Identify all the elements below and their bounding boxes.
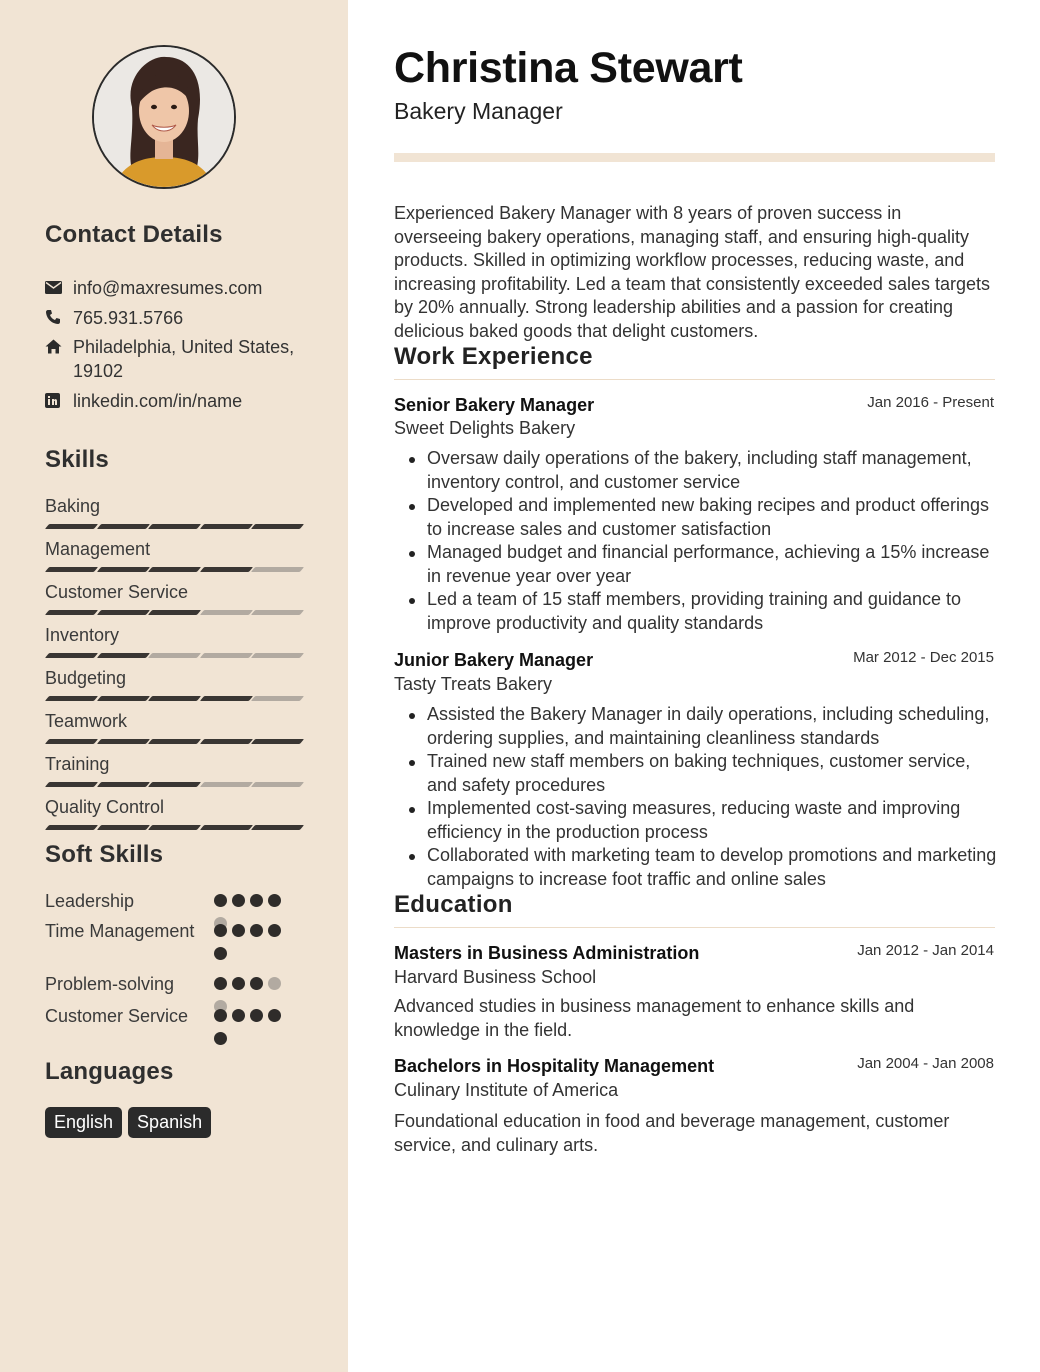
job-bullets (406, 703, 998, 891)
skill-label: Inventory (45, 625, 120, 645)
skill-bar-filled (251, 739, 304, 744)
skill-bar-empty (251, 653, 304, 658)
soft-skill-item (45, 920, 285, 943)
job-title: Junior Bakery Manager (394, 650, 594, 670)
level-dot-filled (250, 977, 263, 990)
skill-level-bars (45, 739, 303, 745)
skill-bar-filled (200, 524, 253, 529)
degree-title: Masters in Business Administration (394, 943, 700, 963)
level-dot-filled (214, 977, 227, 990)
skill-level-bars (45, 782, 303, 788)
email-text: info@maxresumes.com (73, 278, 263, 298)
level-dot-filled (268, 1009, 281, 1022)
skill-bar-filled (200, 739, 253, 744)
level-dot-filled (232, 894, 245, 907)
work-heading: Work Experience (394, 343, 593, 370)
language-pill: English (45, 1107, 122, 1138)
skill-item (45, 538, 303, 560)
level-dot-empty (268, 977, 281, 990)
skill-bar-filled (200, 825, 253, 830)
skill-bar-filled (148, 524, 201, 529)
envelope-icon (45, 276, 73, 298)
skill-bar-filled (97, 524, 150, 529)
contact-heading: Contact Details (45, 221, 223, 248)
candidate-title: Bakery Manager (394, 98, 563, 124)
skill-bar-filled (97, 610, 150, 615)
skill-item (45, 581, 303, 603)
skill-level-bars (45, 567, 303, 573)
skill-bar-filled (45, 610, 98, 615)
degree-description: Foundational education in food and beverage management, customer service, and culinary arts. (394, 1111, 950, 1155)
languages-heading: Languages (45, 1058, 174, 1085)
soft-skill-item (45, 890, 285, 913)
education-heading: Education (394, 891, 513, 918)
skill-bar-filled (200, 567, 253, 572)
skill-bar-filled (97, 696, 150, 701)
phone-text: 765.931.5766 (73, 308, 184, 328)
degree-dates: Jan 2012 - Jan 2014 (857, 942, 994, 959)
level-dot-filled (250, 894, 263, 907)
list-item: Developed and implemented new baking recipes and product offerings to increase sales and customer satisfaction (406, 494, 998, 541)
job-dates: Mar 2012 - Dec 2015 (853, 649, 994, 666)
skill-bar-empty (200, 782, 253, 787)
list-item: Led a team of 15 staff members, providing training and guidance to improve productivity and quality standards (406, 588, 998, 635)
education-divider (394, 927, 995, 928)
skill-bar-filled (148, 610, 201, 615)
skill-bar-filled (148, 567, 201, 572)
skill-item (45, 710, 303, 732)
skill-label: Quality Control (45, 797, 165, 817)
skill-label: Budgeting (45, 668, 127, 688)
level-dot-filled (232, 1009, 245, 1022)
skill-bar-filled (148, 696, 201, 701)
level-dot-filled (214, 947, 227, 960)
language-pill: Spanish (128, 1107, 211, 1138)
list-item: Implemented cost-saving measures, reducing waste and improving efficiency in the production process (406, 797, 998, 844)
soft-skill-level-dots (215, 1005, 295, 1065)
profile-summary: Experienced Bakery Manager with 8 years of proven success in overseeing bakery operations, managing staff, and ensuring high-quality products. Skilled in optimizing workflow processes, reducing waste, and increasing profitability. Led a team that consistently exceeded sales targets by 20% annually. Strong leadership abilities and a passion for creating delicious baked goods that delight customers. (394, 203, 990, 341)
skill-bar-filled (45, 696, 98, 701)
header-divider (394, 153, 995, 162)
skill-bar-empty (251, 567, 304, 572)
contact-address (45, 335, 305, 383)
level-dot-filled (214, 894, 227, 907)
skill-bar-filled (45, 524, 98, 529)
skill-bar-filled (45, 782, 98, 787)
contact-email[interactable] (45, 276, 305, 300)
skill-label: Baking (45, 496, 101, 516)
contact-phone[interactable] (45, 306, 305, 330)
school-name: Harvard Business School (394, 967, 597, 987)
degree-title: Bachelors in Hospitality Management (394, 1056, 715, 1076)
skill-label: Training (45, 754, 110, 774)
skill-item (45, 796, 303, 818)
list-item: Assisted the Bakery Manager in daily operations, including scheduling, ordering supplies, and maintaining cleanliness standards (406, 703, 998, 750)
skill-item (45, 667, 303, 689)
skill-bar-empty (251, 696, 304, 701)
candidate-name: Christina Stewart (394, 44, 743, 92)
list-item: Managed budget and financial performance, achieving a 15% increase in revenue year over year (406, 541, 998, 588)
job-company: Sweet Delights Bakery (394, 418, 576, 438)
soft-skill-item (45, 1005, 285, 1028)
linkedin-icon (45, 389, 73, 411)
level-dot-filled (250, 924, 263, 937)
skill-bar-empty (251, 782, 304, 787)
address-text: Philadelphia, United States, 19102 (73, 337, 295, 381)
skill-item (45, 495, 303, 517)
soft-skill-label: Time Management (45, 921, 195, 941)
languages-list (45, 1107, 211, 1138)
skill-bar-filled (148, 782, 201, 787)
skill-label: Teamwork (45, 711, 128, 731)
skill-bar-filled (45, 739, 98, 744)
skill-bar-filled (45, 567, 98, 572)
skill-bar-filled (200, 696, 253, 701)
soft-skill-label: Leadership (45, 891, 135, 911)
skill-bar-empty (200, 610, 253, 615)
level-dot-filled (232, 924, 245, 937)
skill-bar-empty (148, 653, 201, 658)
avatar (92, 45, 236, 189)
home-icon (45, 335, 73, 357)
level-dot-filled (250, 1009, 263, 1022)
skill-label: Management (45, 539, 151, 559)
skill-level-bars (45, 825, 303, 831)
skill-bar-filled (97, 653, 150, 658)
level-dot-filled (232, 977, 245, 990)
list-item: Oversaw daily operations of the bakery, including staff management, inventory control, and customer service (406, 447, 998, 494)
list-item: Trained new staff members on baking techniques, customer service, and safety procedures (406, 750, 998, 797)
skill-item (45, 753, 303, 775)
work-divider (394, 379, 995, 380)
skill-bar-empty (251, 610, 304, 615)
phone-icon (45, 306, 73, 328)
job-bullets (406, 447, 998, 635)
skill-bar-filled (97, 567, 150, 572)
level-dot-filled (214, 1032, 227, 1045)
linkedin-text: linkedin.com/in/name (73, 391, 243, 411)
degree-description: Advanced studies in business management to enhance skills and knowledge in the field. (394, 996, 915, 1040)
skills-heading: Skills (45, 446, 109, 473)
skill-bar-filled (97, 825, 150, 830)
skill-label: Customer Service (45, 582, 189, 602)
skill-bar-filled (148, 825, 201, 830)
skill-level-bars (45, 653, 303, 659)
skill-bar-filled (45, 653, 98, 658)
skill-bar-filled (45, 825, 98, 830)
skill-bar-filled (97, 782, 150, 787)
contact-linkedin[interactable] (45, 389, 305, 413)
level-dot-filled (268, 894, 281, 907)
skill-item (45, 624, 303, 646)
level-dot-filled (214, 1009, 227, 1022)
skill-bar-filled (251, 524, 304, 529)
soft-skill-label: Customer Service (45, 1006, 189, 1026)
soft-skill-item (45, 973, 285, 996)
skill-bar-filled (251, 825, 304, 830)
list-item: Collaborated with marketing team to develop promotions and marketing campaigns to increase foot traffic and online sales (406, 844, 998, 891)
skill-bar-filled (97, 739, 150, 744)
degree-dates: Jan 2004 - Jan 2008 (857, 1055, 994, 1072)
skill-level-bars (45, 524, 303, 530)
skill-level-bars (45, 610, 303, 616)
soft-skill-label: Problem-solving (45, 974, 175, 994)
job-company: Tasty Treats Bakery (394, 674, 553, 694)
job-title: Senior Bakery Manager (394, 395, 595, 415)
level-dot-filled (214, 924, 227, 937)
job-dates: Jan 2016 - Present (867, 394, 994, 411)
skill-level-bars (45, 696, 303, 702)
school-name: Culinary Institute of America (394, 1080, 619, 1100)
soft-skills-heading: Soft Skills (45, 841, 164, 868)
level-dot-filled (268, 924, 281, 937)
skill-bar-empty (200, 653, 253, 658)
skill-bar-filled (148, 739, 201, 744)
soft-skill-level-dots (215, 920, 295, 980)
portrait-photo (94, 47, 234, 187)
